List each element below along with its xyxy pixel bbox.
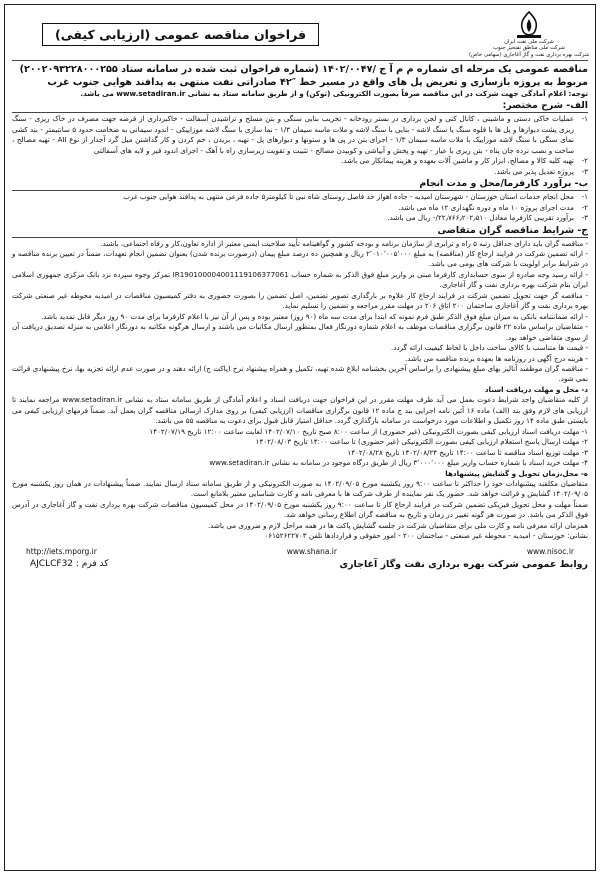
item-number: ۳- [581, 166, 588, 176]
tender-notice-page [4, 4, 596, 871]
link-shana[interactable]: www.shana.ir [286, 546, 337, 556]
tender-number-line: مناقصه عمومی یک مرحله ای شماره م م آ ج /۱۴۰۲/۰۰۴۷ (شماره فراخوان ثبت شده در سامانه ستاد ۲۰۰۲۰۹۳۲۲۸۰۰۰۲۵۵) [19, 64, 588, 75]
condition-paragraph: - مناقصه گران باید دارای حداقل رتبه ۵ راه و ترابری از سازمان برنامه و بودجه کشور و گواهینامه تأیید صلاحیت ایمنی معتبر از اداره تعاون،کار و رفاه اجتماعی، باشند. [100, 238, 588, 248]
section-d-title: د- محل و مهلت دریافت اسناد [484, 384, 588, 394]
notice-footer [12, 559, 588, 570]
condition-paragraph: - ارائه ضمانتنامه بانکی به میزان مبلغ فوق الذکر طبق فرم نمونه که ابتدا برای مدت سه ماه (۹۰ روز) معتبر بوده و پس از آن نیز با اعلام کارفرما برای مدت ۹۰ روز دیگر قابل تمدید باشد. [40, 311, 588, 321]
deadline-item: ۱- مهلت دریافت اسناد ارزیابی کیفی بصورت الکترونیکی (غیر حضوری) از ساعت ۸:۰۰ صبح تاریخ ۱۴۰۲/۰۷/۱۰ لغایت ساعت ۱۲:۰۰ تاریخ ۱۴۰۲/۰۷/۱۹ [149, 426, 588, 436]
item-text: محل انجام خدمات استان خوزستان - شهرستان امیدیه - جاده اهواز حد فاصل روستای شاه نبی تا کیلومتر۵ جاده فرعی منتهی به پدافند هوایی جنوب غرب [123, 192, 574, 202]
deadline-item: ۲- مهلت ارسال پاسخ استعلام ارزیابی کیفی بصورت الکترونیکی (غیر حضوری) تا ساعت ۱۴:۰۰ تاریخ ۱۴۰۲/۰۸/۰۳ [255, 437, 588, 447]
company-logo-block [470, 11, 588, 58]
item-text: مدت اجرای پروژه ۱۰ ماه و دوره نگهداری ۱۲ ماه می باشد. [398, 202, 574, 212]
condition-paragraph: ضمناً مهلت و محل تحویل فیزیکی تضمین شرکت در فرایند ارجاع کار تا ساعت ۹:۰۰ روز یکشنبه مورخ ۱۴۰۲/۰۹/۰۵ در محل کمیسیون مناقصات شرکت بهره برداری نفت و گاز آغاجاری در آدرس فوق الذکر می باشد. در صورت هر گونه تغییر در زمان و تاریخ به مناقصه گران اطلاع رسانی خواهد شد. [12, 499, 589, 520]
project-title-line: مربوط به پروژه بازسازی و تعریض پل های واقع در مسیر خط ″۴۲ صادراتی نفت منتهی به پدافند هوایی جنوب غرب [47, 76, 588, 88]
item-number: ۱- [581, 114, 588, 124]
deadline-item: ۳- مهلت توزیع اسناد مناقصه تا ساعت ۱۴:۰۰ تاریخ ۱۴۰۲/۰۸/۲۴ تاریخ ۱۴۰۲/۰۸/۲۸ [347, 447, 588, 457]
page-title: فراخوان مناقصه عمومی (ارزیابی کیفی) [42, 23, 319, 46]
issuer-name: روابط عمومی شرکت بهره برداری نفت وگاز آغاجاری [339, 558, 588, 570]
notice-header [12, 9, 588, 61]
item-number: ۱- [581, 192, 588, 202]
list-item [12, 114, 588, 156]
logo-line-2: شرکت ملی مناطق نفتخیز جنوب [493, 45, 565, 52]
form-code: AJCLCF32 : کد فرم [30, 559, 109, 570]
electronic-submission-notice: توجه: اعلام آمادگی جهت شرکت در این مناقصه صرفاً بصورت الکترونیکی (توکن) و از طریق سامانه ستاد به نشانی www.setadiran.ir می باشد. [80, 89, 588, 98]
address-line: نشانی: خوزستان - امیدیه - محوطه غیر صنعتی - ساختمان ۲۰۰ - امور حقوقی و قراردادها تلفن ۰۶۱۵۲۶۲۲۷۰۳ [264, 531, 588, 541]
condition-paragraph: - مناقصه گران موظفند آنالیز بهای مبلغ پیشنهادی را براساس آخرین بخشنامه ابلاغ شده تهیه، تکمیل و همراه پیشنهاد نرخ (پاکت ج) ارائه دهند و در صورت عدم ارائه تجزیه بها، نرخ پیشنهادی قرائت نمی شود. [12, 363, 588, 384]
section-a-title: الف- شرح مختصر: [12, 100, 588, 113]
section-b-title: ب- برآورد کارفرما/محل و مدت انجام [12, 178, 588, 191]
item-text: عملیات خاکی دستی و ماشینی ، کانال کنی و لجن برداری در بستر رودخانه - تخریب بنایی سنگی و بتن مسلح و تراشیدن آسفالت - خاکبرداری از قرضه جهت مصرف در خاک ریزی - سنگ ریزی پشت دیوارها و پل ها با قلوه سنگ یا سنگ لاشه - بنایی با سنگ لاشه و ملات ماسه سیمان ۱/۳ - نما سازی با سنگ لاشه موزاییکی - اندود سیمانی به ضخامت حدود ۵ سانتیمتر - بند کشی نمای سنگی با سنگ لاشه موزاییک با ملات ماسه سیمان ۱/۳ - اجرای بتن در پی ها و ستونها و دیوارهای پل - تهیه ، بریدن ، خم کردن و کار گذاشتن میل گرد آجدار از نوع AII - تهیه مصالح ، ساخت و نصب نرده جان پناه - بتن ریزی با عیار - تهیه و پخش و آبپاشی و کوبیدن مصالح - تثبیت و تقویت زیرسازی راه با آهک - اجرای اندود قیر و لایه های آسفالتی [12, 114, 574, 155]
logo-line-1: شرکت ملی نفت ایران [504, 39, 554, 46]
link-nisoc[interactable]: www.nisoc.ir [526, 546, 574, 556]
condition-paragraph: متقاضیان مکلفند پیشنهادات خود را حداکثر تا ساعت ۹:۰۰ روز یکشنبه مورخ ۱۴۰۲/۰۹/۰۵ به صورت الکترونیکی و از طریق سامانه ستاد ارسال نمایند. ضمناً پیشنهادات در همان روز یکشنبه مورخ ۱۴۰۲/۰۹/۰۵ گشایش و قرائت خواهد شد. حضور یک نفر نماینده از طرف شرکت ها با معرفی نامه و کارت شناسایی معتبر بلامانع است. [12, 478, 588, 499]
deadline-item: ۴- مهلت خرید اسناد با شماره حساب واریز مبلغ ۳٬۰۰۰٬۰۰۰ ریال از طریق درگاه موجود در سامانه به نشانی www.setadiran.ir [209, 458, 588, 468]
logo-line-3: شرکت بهره برداری نفت و گاز آغاجاری (سهامی خاص) [468, 51, 590, 58]
condition-paragraph: از کلیه متقاضیان واجد شرایط دعوت بعمل می آید ظرف مهلت مقرر در این فراخوان جهت دریافت اسناد و اعلام آمادگی از طریق سامانه ستاد به نشانی www.setadiran.ir مراجعه نمایند تا ارزیابی های لازم وفق بند (الف) ماده ۱۶ آئین نامه اجرایی بند ج ماده ۱۲ قانون برگزاری مناقصات (ارزیابی کیفی) بر روی مدارک ارسالی مناقصه گران بعمل آید. ضمناً فرمهای ارزیابی کیفی می بایستی طبق ماده ۱۴ روز تکمیل و اطلاعات مورد درخواست در سامانه بارگذاری گردد. حداقل امتیاز قابل قبول برای دعوت به مناقصه ۵۵ می باشد. [12, 395, 588, 426]
condition-paragraph: همزمان ارائه معرفی نامه و کارت ملی برای متقاضیان شرکت در جلسه گشایش پاکت ها در همه مراحل لازم و ضروری می باشد. [207, 520, 588, 530]
condition-paragraph: - متقاضیان براساس ماده ۲۲ قانون برگزاری مناقصات موظف به اعلام شماره دورنگار فعال بمنظور ارسال مکاتبات می باشند و ارسال هرگونه مکاتبه به دورنگار اعلامی به منزله تصدیق دریافت آن از سوی متقاضی خواهد بود. [12, 322, 588, 342]
website-links [12, 546, 588, 557]
item-text: برآورد تقریبی کارفرما معادل ۲۲٫۷۶۶٫۲۰۲٫۵۱۰/- ریال می باشد. [387, 213, 574, 223]
item-text: پروژه تعدیل پذیر می باشد. [494, 166, 574, 176]
item-number: ۲- [581, 156, 588, 166]
list-item [12, 167, 588, 177]
condition-paragraph: - ارائه رسید وجه صادره از سوی حسابداری کارفرما مبنی بر واریز مبلغ فوق الذکر به شماره حساب IR190100004001119106377061 تمرکز وجوه سپرده نزد بانک مرکزی جمهوری اسلامی ایران بنام شرکت بهره برداری نفت و گاز آغاجاری. [12, 269, 588, 290]
condition-paragraph: - ارائه تضمین شرکت در فرایند ارجاع کار (مناقصه) به مبلغ ۲٬۰۱۰٬۰۰۵٬۰۰۰ ریال و همچنین ده درصد مبلغ پیمان (درصورت برنده شدن) بعنوان تضمین انجام تعهدات، ضمناً در تعیین برنده مناقصه و در شرایط برابر اولویت با شرکت های بومی می باشد. [12, 248, 588, 269]
item-text: تهیه کلیه کالا و مصالح، ابزار کار و ماشین آلات بعهده و هزینه پیمانکار می باشد. [341, 156, 574, 166]
condition-paragraph: - قیمت ها متناسب با کالای ساخت داخل یا لحاظ کیفیت ارائه گردد. [391, 343, 588, 353]
condition-paragraph: - هزینه درج آگهی در روزنامه ها بعهده برنده مناقصه می باشد. [405, 353, 588, 363]
nioc-flame-logo-icon [509, 11, 549, 39]
section-c-title: ج- شرایط مناقصه گران متقاضی [12, 225, 588, 238]
list-item [12, 156, 588, 166]
condition-paragraph: - مناقصه گر جهت تحویل تضمین شرکت در فرایند ارجاع کار علاوه بر بارگذاری تصویر تضمین، اصل تضمین را بصورت حضوری به دفتر کمیسیون مناقصات در امیدیه محوطه غیر صنعتی شرکت بهره برداری نفت و گاز آغاجاری ساختمان ۲۰۰ اتاق ۲۰۶ در مهلت مقرر مراجعه و تضمین را تسلیم نماید. [12, 290, 588, 311]
list-item [12, 192, 588, 202]
item-number: ۲- [581, 202, 588, 212]
list-item [12, 213, 588, 223]
list-item [12, 203, 588, 213]
section-e-title: ه- محل،زمان تحویل و گشایش پیشنهادها [445, 468, 588, 478]
item-number: ۳- [581, 213, 588, 223]
link-iets[interactable]: http://iets.mporg.ir [26, 546, 97, 556]
